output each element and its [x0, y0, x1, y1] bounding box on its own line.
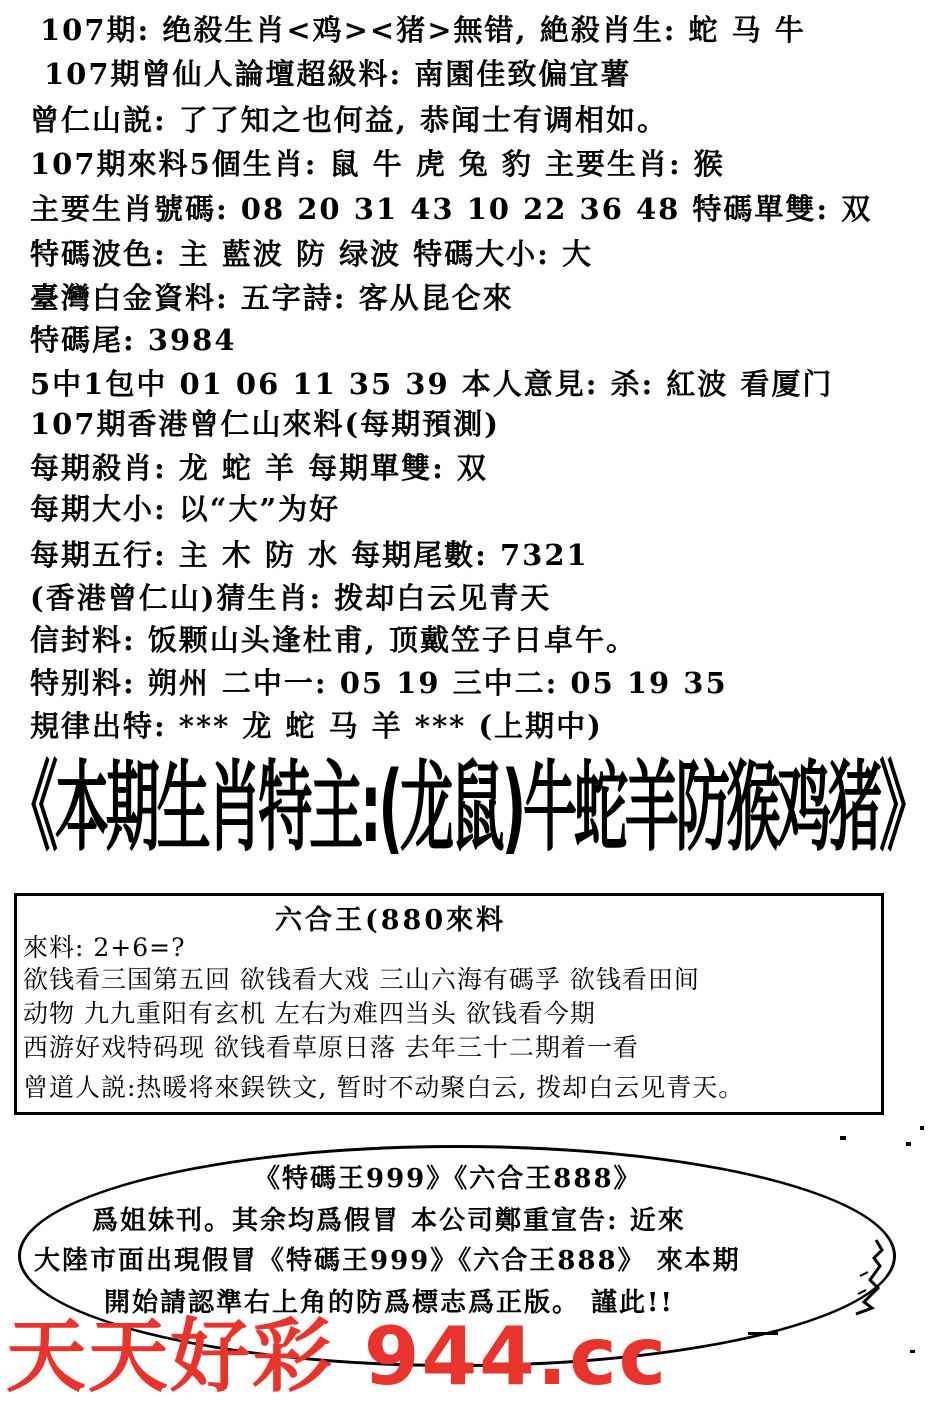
main-banner: 《本期生肖特主:(龙鼠)牛蛇羊防猴鸡猪》	[4, 751, 930, 865]
text-line-8: 特碼尾: 3984	[30, 323, 237, 357]
text-line-4: 107期來料5個生肖: 鼠 牛 虎 兔 豹 主要生肖: 猴	[30, 147, 725, 181]
text-line-9: 5中1包中 01 06 11 35 39 本人意見: 杀: 紅波 看厦门	[30, 367, 834, 401]
text-line-10: 107期香港曾仁山來料(每期預測)	[30, 407, 500, 441]
text-line-15: 信封料: 饭颗山头逢杜甫, 顶戴笠子日卓午。	[30, 623, 637, 657]
text-line-16: 特别料: 朔州 二中一: 05 19 三中二: 05 19 35	[30, 666, 728, 700]
box-line-1: 來料: 2+6=?	[23, 933, 186, 962]
text-line-5: 主要生肖號碼: 08 20 31 43 10 22 36 48 特碼單雙: 双	[30, 192, 873, 226]
text-line-6: 特碼波色: 主 藍波 防 绿波 特碼大小: 大	[30, 237, 593, 271]
text-line-2: 107期曾仙人論壇超級料: 南園佳致偏宜薯	[44, 57, 632, 91]
scan-speck	[748, 1332, 778, 1335]
site-watermark: 天天好彩 944.cc	[6, 1310, 669, 1403]
text-line-13: 每期五行: 主 木 防 水 每期尾數: 7321	[30, 538, 589, 572]
oval-line-1: 《特碼王999》《六合王888》	[254, 1164, 642, 1194]
text-line-7: 臺灣白金資料: 五字詩: 客从昆仑來	[30, 281, 514, 315]
oval-line-2: 爲姐妹刊。其余均爲假冒 本公司鄭重宣告: 近來	[92, 1206, 686, 1236]
scan-speck	[920, 1126, 924, 1130]
text-line-12: 每期大小: 以“大”为好	[30, 492, 341, 526]
text-line-14: (香港曾仁山)猜生肖: 拨却白云见青天	[30, 581, 552, 615]
text-line-17: 規律出特: *** 龙 蛇 马 羊 *** (上期中)	[30, 709, 603, 743]
text-line-3: 曾仁山説: 了了知之也何益, 恭闻士有调相如。	[30, 103, 668, 137]
box-line-2: 欲钱看三国第五回 欲钱看大戏 三山六海有碼孚 欲钱看田间	[23, 965, 700, 994]
content-box	[14, 893, 884, 1115]
anti-counterfeit-mark-icon	[846, 1236, 894, 1316]
oval-line-3: 大陸市面出現假冒《特碼王999》《六合王888》 來本期	[34, 1246, 741, 1276]
text-line-11: 每期殺肖: 龙 蛇 羊 每期單雙: 双	[30, 451, 488, 485]
box-line-4: 西游好戏特码现 欲钱看草原日落 去年三十二期着一看	[23, 1033, 639, 1062]
text-line-1: 107期: 绝殺生肖<鸡><猪>無错, 絶殺肖生: 蛇 马 牛	[40, 13, 806, 47]
box-title: 六合王(880來料	[275, 905, 507, 936]
scan-speck	[910, 1350, 915, 1353]
box-line-3: 动物 九九重阳有玄机 左右为难四当头 欲钱看今期	[23, 999, 596, 1028]
scan-speck	[906, 1142, 911, 1146]
box-line-5: 曾道人説:热暖将來鋘铁文, 暂时不动聚白云, 拨却白云见青天。	[23, 1073, 745, 1102]
oval-line-4: 開始請認準右上角的防爲標志爲正版。 謹此!!	[104, 1288, 674, 1318]
scan-speck	[840, 1136, 846, 1140]
